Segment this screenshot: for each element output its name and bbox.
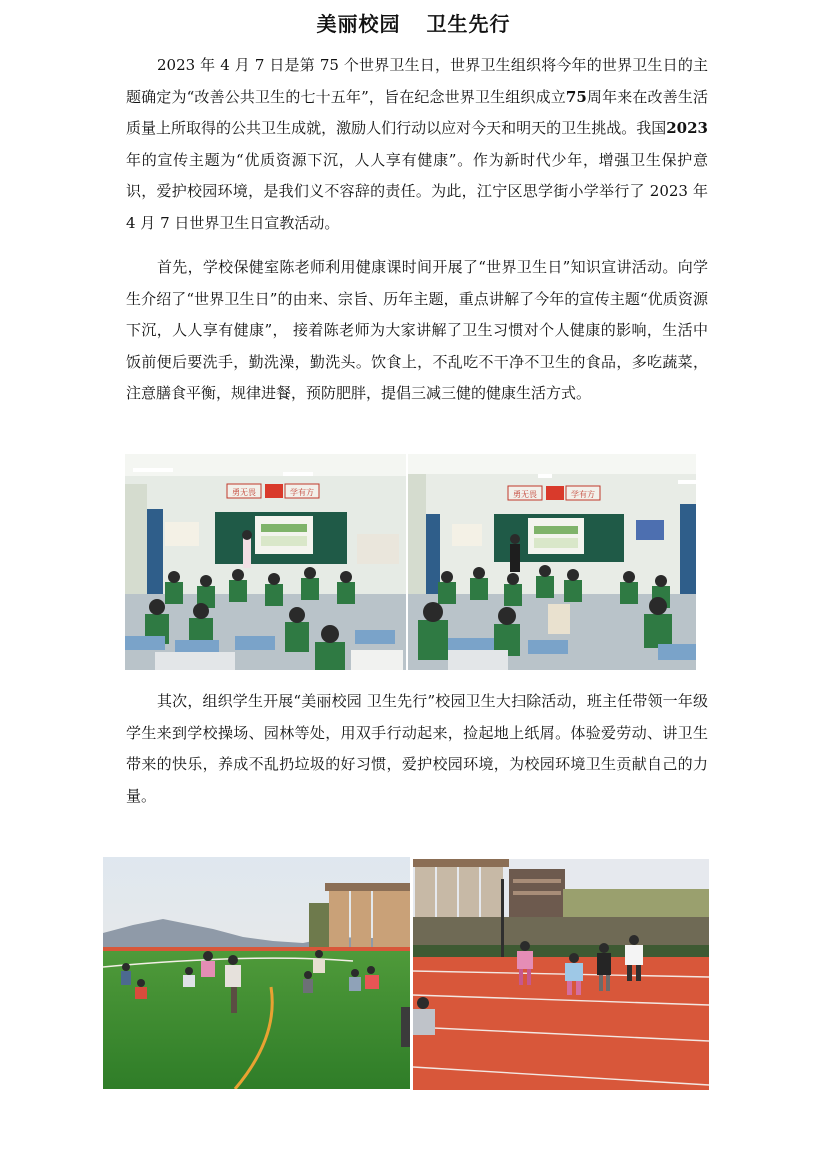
classroom-photo-right [408,454,696,670]
paragraph-campus-cleanup: 其次，组织学生开展“美丽校园 卫生先行”校园卫生大扫除活动，班主任带领一年级学生来到学校操场、园林等处，用双手行动起来，捡起地上纸屑。体验爱劳动、讲卫生带来的快乐，养成不乱扔垃圾的好习惯，爱护校园环境，为校园环境卫生贡献自己的力量。 [126,692,708,805]
title-part-2: 卫生先行 [426,12,511,36]
paragraph1-text-a: 2023 年 4 月 7 日是第 75 个世界卫生日，世界卫生组织将今年的世界卫生日的主题确定为“改善公共卫生的七十五年”，旨在纪念世界卫生组织成立 [126,56,708,106]
classroom-photo-left [125,454,406,670]
paragraph1-text-c: 年的宣传主题为“优质资源下沉，人人享有健康”。作为新时代少年，增强卫生保护意识，爱护校园环境，是我们义不容辞的责任。为此，江宁区思学街小学举行了 2023 年 4 月 7 日世界卫生日宣教活动。 [126,150,708,232]
paragraph-health-lecture: 首先，学校保健室陈老师利用健康课时间开展了“世界卫生日”知识宣讲活动。向学生介绍了“世界卫生日”的由来、宗旨、历年主题，重点讲解了今年的宣传主题“优质资源下沉，人人享有健康”， 接着陈老师为大家讲解了卫生习惯对个人健康的影响，生活中饭前便后要洗手，勤洗澡，勤洗头。饮食上，不乱吃不干净不卫生的食品，多吃蔬菜，注意膳食平衡，规律进餐，预防肥胖，提倡三减三健的健康生活方式。 [126,258,708,403]
paragraph1-bold-2023: 2023 [666,119,708,138]
page-title [0,8,827,37]
classroom-banner-right-text: 学有方 [290,488,314,497]
classroom-banner-left-text-2: 勇无畏 [513,490,537,499]
classroom-banner-left-text: 勇无畏 [232,488,256,497]
paragraph1-text-b: 周年来在改善生活质量上所取得的公共卫生成就，激励人们行动以应对今天和明天的卫生挑战。我国 [126,87,708,138]
playground-grass-photo [103,857,410,1089]
classroom-banner-right-text-2: 学有方 [571,490,595,499]
running-track-photo [413,859,709,1090]
title-part-1: 美丽校园 [316,12,401,36]
paragraph-world-health-day [126,50,708,240]
paragraph1-bold-75: 75 [565,87,587,106]
